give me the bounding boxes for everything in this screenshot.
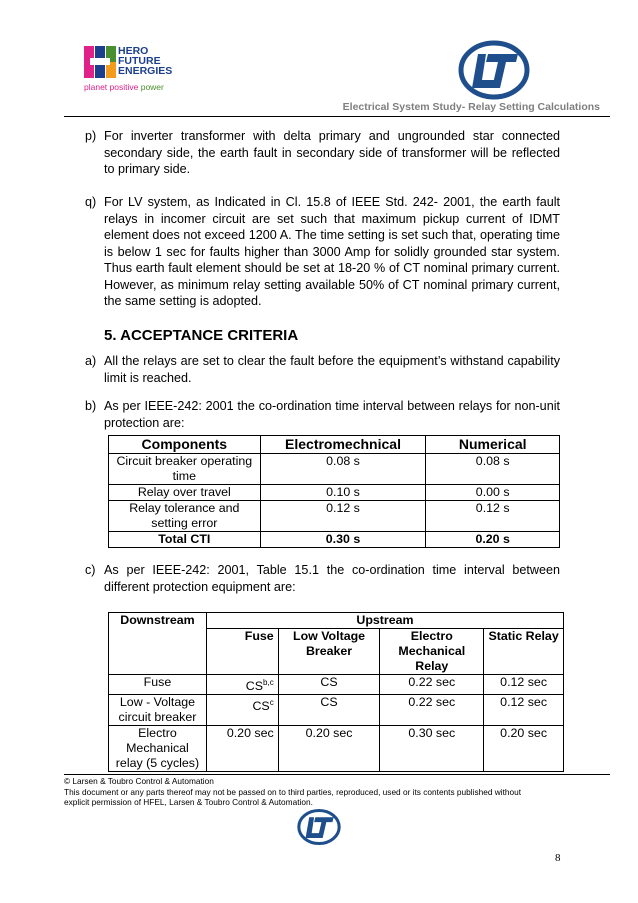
table-row — [109, 501, 560, 532]
table-cell: 0.20 sec — [484, 726, 564, 772]
lt-logo-footer-icon — [297, 805, 341, 849]
cti-table-header-row — [109, 436, 560, 454]
paragraph-q — [85, 194, 560, 310]
header-upstream: Upstream — [206, 613, 563, 629]
table-cell: Relay over travel — [109, 485, 261, 501]
subheader-low-voltage-breaker: Low Voltage Breaker — [278, 629, 380, 675]
footer-copyright: © Larsen & Toubro Control & Automation — [64, 776, 214, 786]
table-cell: 0.20 sec — [206, 726, 278, 772]
cti-table — [108, 435, 560, 548]
row-label: Fuse — [109, 675, 207, 695]
header-numerical: Numerical — [426, 436, 560, 454]
footer-notice-line-2: explicit permission of HFEL, Larsen & Toubro Control & Automation. — [64, 797, 313, 807]
row-label: Electro Mechanical relay (5 cycles) — [109, 726, 207, 772]
protection-table — [108, 612, 564, 772]
table-cell: 0.12 sec — [484, 675, 564, 695]
criteria-text: As per IEEE-242: 2001, Table 15.1 the co-ordination time interval between different protection equipment are: — [104, 563, 560, 594]
page-number: 8 — [555, 852, 561, 864]
paragraph-p — [85, 128, 560, 178]
criteria-c — [85, 562, 560, 595]
header-components: Components — [109, 436, 261, 454]
table-cell: 0.30 sec — [380, 726, 484, 772]
criteria-a — [85, 353, 560, 386]
document-title: Electrical System Study- Relay Setting Calculations — [342, 101, 600, 113]
table-cell: CS — [278, 675, 380, 695]
paragraph-text: For LV system, as Indicated in Cl. 15.8 of IEEE Std. 242- 2001, the earth fault relays in incomer circuit are set such that maximum pickup current of IDMT element does not exceed 1200 A. The time setting is set such that, operating time is below 1 sec for faults higher than 3000 Amp for solidly grounded star system. Thus earth fault element should be set at 18-20 % of CT nominal primary current. However, as minimum relay setting available 50% of CT nominal primary current, the same setting is adopted. — [104, 195, 560, 308]
paragraph-label: q) — [85, 195, 97, 209]
table-cell: 0.08 s — [260, 454, 426, 485]
table-cell: 0.20 s — [426, 532, 560, 548]
criteria-text: All the relays are set to clear the fault before the equipment’s withstand capability limit is reached. — [104, 354, 560, 385]
header-downstream: Downstream — [109, 613, 207, 675]
footer-divider — [64, 774, 610, 775]
table-cell: 0.08 s — [426, 454, 560, 485]
table-row — [109, 675, 564, 695]
subheader-electro-mechanical-relay: Electro Mechanical Relay — [380, 629, 484, 675]
table-cell — [206, 695, 278, 726]
lt-logo-icon — [458, 40, 530, 100]
table-cell: 0.30 s — [260, 532, 426, 548]
header-divider — [64, 116, 610, 117]
total-row — [109, 532, 560, 548]
table-cell: Total CTI — [109, 532, 261, 548]
cell-value: CS — [252, 699, 270, 714]
paragraph-text: For inverter transformer with delta primary and ungrounded star connected secondary side, the earth fault in secondary side of transformer will be reflected to primary side. — [104, 129, 560, 176]
hfe-tagline-a: planet positive — [84, 82, 139, 92]
criteria-label: b) — [85, 399, 97, 413]
table-cell: 0.12 sec — [484, 695, 564, 726]
table-cell: CS — [278, 695, 380, 726]
table-cell — [206, 675, 278, 695]
table-cell: Circuit breaker operating time — [109, 454, 261, 485]
table-cell: 0.12 s — [260, 501, 426, 532]
footer-notice-line-1: This document or any parts thereof may not be passed on to third parties, reproduced, used or its contents published without — [64, 787, 522, 797]
subheader-static-relay: Static Relay — [484, 629, 564, 675]
hfe-name-line-1: HERO — [118, 45, 149, 57]
table-cell: 0.12 s — [426, 501, 560, 532]
hfe-tagline-b: power — [140, 82, 164, 92]
paragraph-label: p) — [85, 129, 97, 143]
criteria-text: As per IEEE-242: 2001 the co-ordination time interval between relays for non-unit protection are: — [104, 399, 560, 430]
footnote-marker: c — [269, 698, 274, 708]
criteria-b — [85, 398, 560, 431]
criteria-label: a) — [85, 354, 97, 368]
table-row — [109, 454, 560, 485]
table-cell: 0.00 s — [426, 485, 560, 501]
table-row — [109, 485, 560, 501]
footnote-marker: b,c — [263, 678, 274, 687]
table-cell: Relay tolerance and setting error — [109, 501, 261, 532]
subheader-fuse: Fuse — [206, 629, 278, 675]
hfe-name-line-3: ENERGIES — [118, 65, 173, 77]
hfe-logo-crossbar — [90, 58, 110, 65]
cell-value: CS — [245, 679, 264, 694]
table-row — [109, 695, 564, 726]
section-heading: 5. ACCEPTANCE CRITERIA — [104, 327, 299, 344]
table-row — [109, 726, 564, 772]
table-cell: 0.22 sec — [380, 695, 484, 726]
hfe-name-line-2: FUTURE — [118, 55, 161, 67]
table-cell: 0.22 sec — [380, 675, 484, 695]
header-electromechnical: Electromechnical — [260, 436, 426, 454]
table-cell: 0.20 sec — [278, 726, 380, 772]
criteria-label: c) — [85, 563, 96, 577]
table-cell: 0.10 s — [260, 485, 426, 501]
hfe-tagline — [84, 82, 164, 92]
row-label: Low - Voltage circuit breaker — [109, 695, 207, 726]
protection-table-header-row — [109, 613, 564, 629]
